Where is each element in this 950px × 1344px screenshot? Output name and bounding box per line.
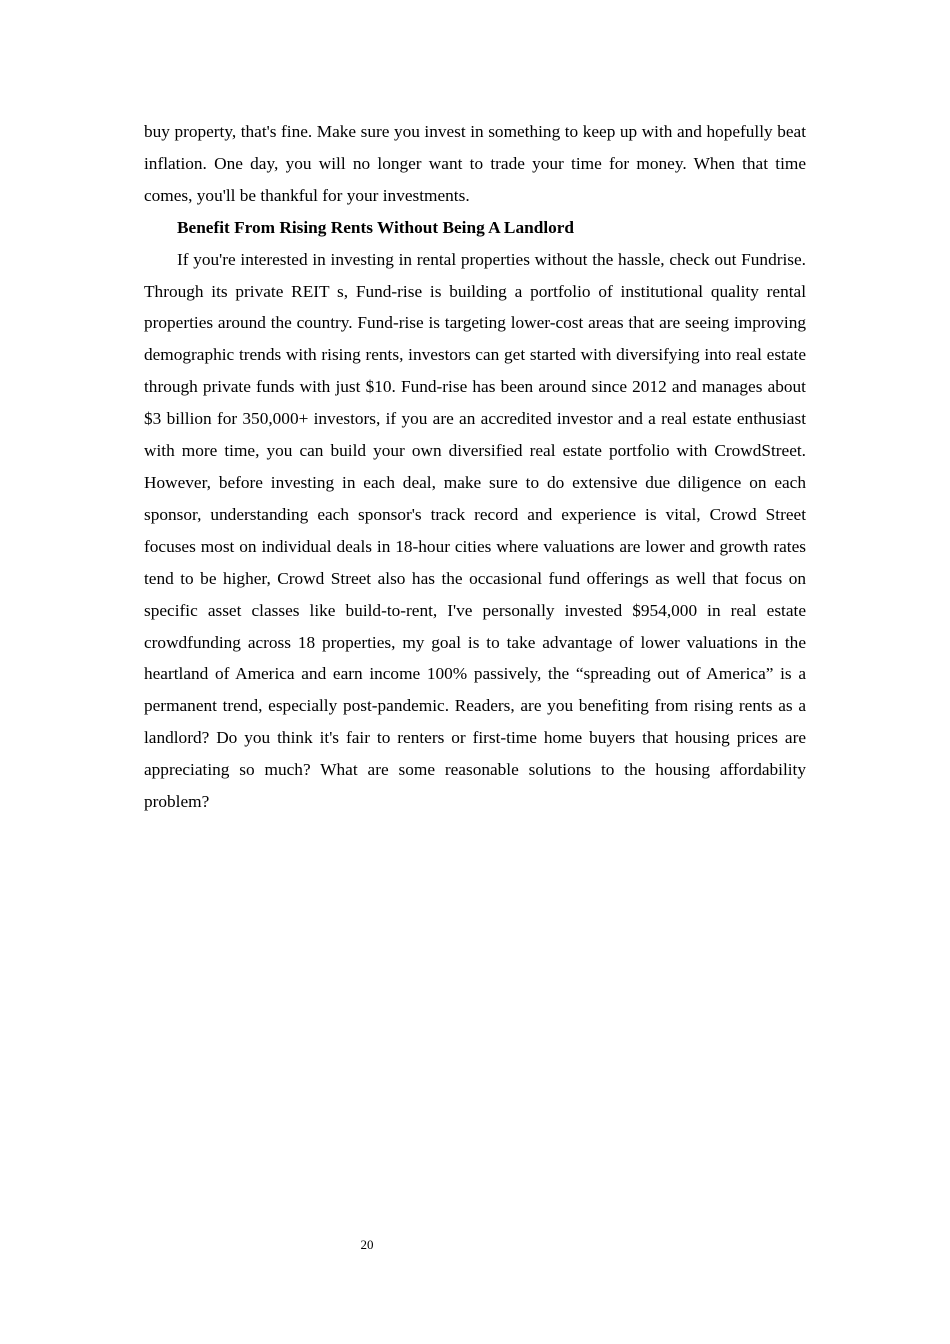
section-heading: Benefit From Rising Rents Without Being A Landlord: [177, 217, 575, 237]
body-paragraph: If you're interested in investing in rental properties without the hassle, check out Fundrise. Through its private REIT s, Fund-rise is building a portfolio of institutional quality rental properties around the country. Fund-rise is targeting lower-cost areas that are seeing improving demographic trends with rising rents, investors can get started with diversifying into real estate through private funds with just $10. Fund-rise has been around since 2012 and manages about $3 billion for 350,000+ investors, if you are an accredited investor and a real estate enthusiast with more time, you can build your own diversified real estate portfolio with CrowdStreet. However, before investing in each deal, make sure to do extensive due diligence on each sponsor, understanding each sponsor's track record and experience is vital, Crowd Street focuses most on individual deals in 18-hour cities where valuations are lower and growth rates tend to be higher, Crowd Street also has the occasional fund offerings as well that focus on specific asset classes like build-to-rent, I've personally invested $954,000 in real estate crowdfunding across 18 properties, my goal is to take advantage of lower valuations in the heartland of America and earn income 100% passively, the “spreading out of America” is a permanent trend, especially post-pandemic. Readers, are you benefiting from rising rents as a landlord? Do you think it's fair to renters or first-time home buyers that housing prices are appreciating so much? What are some reasonable solutions to the housing affordability problem?: [144, 249, 806, 812]
intro-paragraph: buy property, that's fine. Make sure you invest in something to keep up with and hopefully beat inflation. One day, you will no longer want to trade your time for money. When that time comes, you'll be thankful for your investments.: [144, 122, 806, 205]
page-content: [144, 116, 806, 818]
page-number: 20: [360, 1237, 374, 1252]
